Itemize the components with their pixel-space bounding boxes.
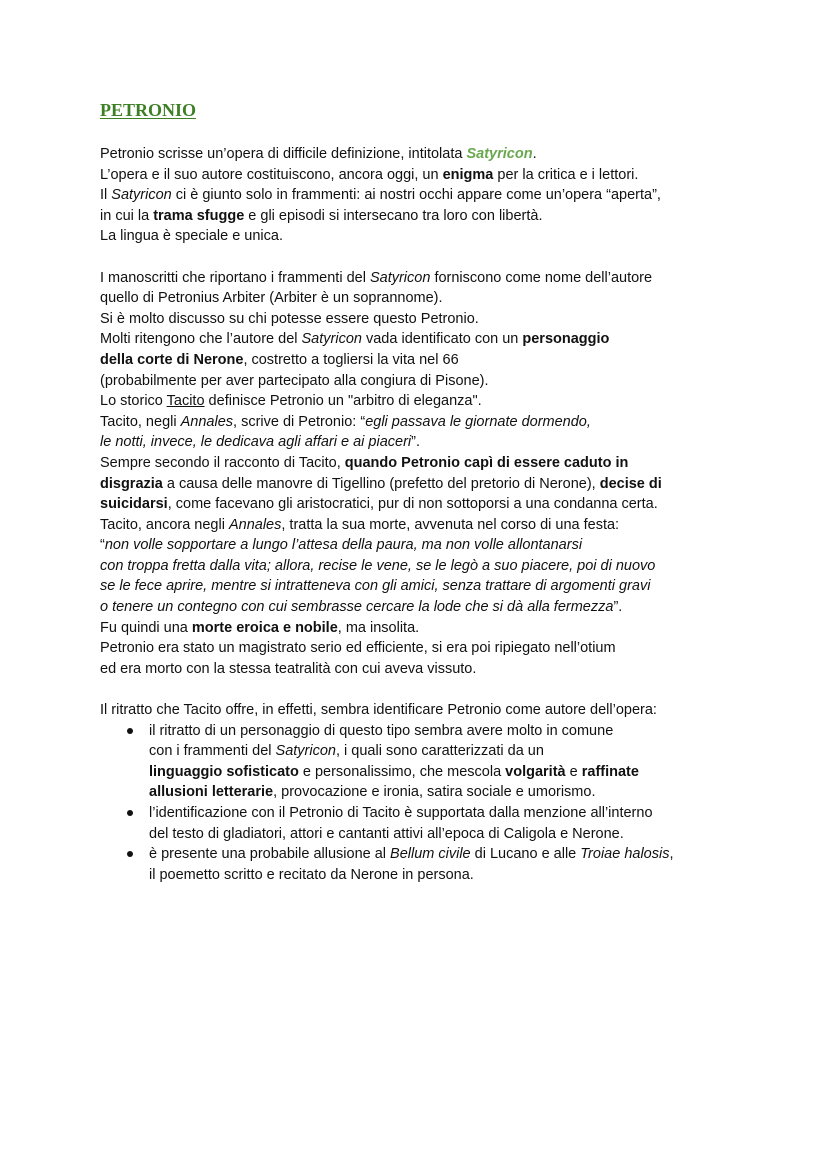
text-line bbox=[149, 782, 740, 803]
text-span: Il bbox=[100, 187, 112, 204]
bold-text: disgrazia bbox=[100, 475, 163, 492]
text-span: , provocazione e ironia, satira sociale e umorismo. bbox=[273, 784, 596, 801]
text-span: , bbox=[669, 846, 674, 863]
text-span: I manoscritti che riportano i frammenti del bbox=[100, 269, 370, 286]
text-line: del testo di gladiatori, attori e cantanti attivi all’epoca di Caligola e Nerone. bbox=[149, 825, 624, 842]
italic-text: Bellum civile bbox=[390, 846, 471, 863]
text-span: in cui la bbox=[100, 207, 154, 224]
text-span: e personalissimo, che mescola bbox=[298, 763, 506, 780]
quote-text: se le fece aprire, mentre si intratteneva con gli amici, senza trattare di argomenti gravi bbox=[100, 578, 651, 595]
text-span: Lo storico bbox=[100, 393, 167, 410]
text-line bbox=[100, 268, 740, 289]
quote-text: le notti, invece, le dedicava agli affari e ai piaceri bbox=[100, 434, 412, 451]
bold-text: della corte di Nerone bbox=[100, 351, 244, 368]
text-span: Molti ritengono che l’autore del bbox=[100, 331, 302, 348]
quote-text: non volle sopportare a lungo l’attesa della paura, ma non volle allontanarsi bbox=[104, 537, 583, 554]
bold-text: volgarità bbox=[505, 763, 566, 780]
text-span: Tacito, negli bbox=[100, 413, 181, 430]
bold-text: trama sfugge bbox=[153, 207, 245, 224]
text-span: Fu quindi una bbox=[100, 619, 192, 636]
bold-text: allusioni letterarie bbox=[149, 784, 274, 801]
text-line bbox=[100, 165, 740, 186]
text-span: Sempre secondo il racconto di Tacito, bbox=[100, 454, 345, 471]
text-line bbox=[100, 597, 740, 618]
text-span: ”. bbox=[411, 434, 420, 451]
text-line: Si è molto discusso su chi potesse essere questo Petronio. bbox=[100, 310, 479, 327]
document-body bbox=[100, 144, 740, 885]
text-span: “ bbox=[100, 537, 105, 554]
text-span: Tacito, ancora negli bbox=[100, 516, 229, 533]
text-span: , tratta la sua morte, avvenuta nel corso di una festa: bbox=[281, 516, 620, 533]
text-span: e bbox=[565, 763, 582, 780]
text-line bbox=[100, 556, 740, 577]
text-line: l’identificazione con il Petronio di Tacito è supportata dalla menzione all’interno bbox=[149, 805, 653, 821]
bold-text: personaggio bbox=[522, 331, 610, 348]
text-span: , ma insolita. bbox=[337, 619, 420, 636]
text-span: per la critica e i lettori. bbox=[493, 166, 639, 183]
text-line bbox=[149, 844, 740, 865]
text-line bbox=[100, 535, 740, 556]
text-line bbox=[100, 391, 740, 412]
text-span: a causa delle manovre di Tigellino (prefetto del pretorio di Nerone), bbox=[162, 475, 600, 492]
text-line: quello di Petronius Arbiter (Arbiter è un soprannome). bbox=[100, 290, 443, 307]
text-line bbox=[100, 206, 740, 227]
italic-text: Satyricon bbox=[111, 187, 172, 204]
text-span: e gli episodi si intersecano tra loro con libertà. bbox=[244, 207, 543, 224]
text-span: vada identificato con un bbox=[361, 331, 523, 348]
text-line bbox=[100, 474, 740, 495]
text-span: con i frammenti del bbox=[149, 743, 276, 760]
page-title: PETRONIO bbox=[100, 100, 197, 120]
text-line bbox=[149, 741, 740, 762]
bullet-list bbox=[100, 721, 740, 886]
italic-text: Annales bbox=[180, 413, 234, 430]
text-line: (probabilmente per aver partecipato alla congiura di Pisone). bbox=[100, 372, 489, 389]
text-span: forniscono come nome dell’autore bbox=[430, 269, 653, 286]
text-span: , costretto a togliersi la vita nel 66 bbox=[243, 351, 459, 368]
paragraph-intro bbox=[100, 144, 740, 247]
text-line: il ritratto di un personaggio di questo tipo sembra avere molto in comune bbox=[149, 722, 614, 739]
text-line bbox=[100, 432, 740, 453]
quote-text: o tenere un contegno con cui sembrasse cercare la lode che si dà alla fermezza bbox=[100, 599, 614, 616]
bold-text: morte eroica e nobile bbox=[191, 619, 338, 636]
text-span: è presente una probabile allusione al bbox=[149, 846, 391, 863]
text-line bbox=[100, 185, 740, 206]
italic-text: Satyricon bbox=[275, 743, 336, 760]
text-span: di Lucano e alle bbox=[470, 846, 581, 863]
text-span: Petronio scrisse un’opera di difficile definizione, intitolata bbox=[100, 146, 467, 162]
text-line bbox=[100, 453, 740, 474]
bold-text: raffinate bbox=[581, 763, 639, 780]
text-span: , i quali sono caratterizzati da un bbox=[335, 743, 544, 760]
quote-text: con troppa fretta dalla vita; allora, recise le vene, se le legò a suo piacere, poi di nuovo bbox=[100, 557, 656, 574]
text-line: Petronio era stato un magistrato serio ed efficiente, si era poi ripiegato nell’otium bbox=[100, 640, 616, 657]
paragraph-gap bbox=[100, 247, 740, 268]
text-line bbox=[100, 412, 740, 433]
text-span: ”. bbox=[613, 599, 623, 616]
bold-text: decise di bbox=[599, 475, 662, 492]
text-span: definisce Petronio un "arbitro di eleganza". bbox=[204, 393, 482, 410]
text-span: ci è giunto solo in frammenti: ai nostri occhi appare come un’opera “aperta”, bbox=[171, 187, 661, 204]
text-line bbox=[100, 494, 740, 515]
text-line bbox=[100, 329, 740, 350]
text-line bbox=[100, 576, 740, 597]
bold-text: quando Petronio capì di essere caduto in bbox=[344, 454, 629, 471]
quote-text: egli passava le giornate dormendo, bbox=[365, 413, 591, 430]
bold-text: suicidarsi bbox=[100, 496, 168, 513]
bold-text: linguaggio sofisticato bbox=[149, 763, 299, 780]
text-line: La lingua è speciale e unica. bbox=[100, 228, 283, 245]
text-line: ed era morto con la stessa teatralità con cui aveva vissuto. bbox=[100, 660, 477, 677]
bold-text: enigma bbox=[442, 166, 494, 183]
text-span: L’opera e il suo autore costituiscono, ancora oggi, un bbox=[100, 166, 443, 183]
bullet-item bbox=[100, 803, 740, 844]
underlined-text: Tacito bbox=[166, 393, 205, 410]
text-line bbox=[149, 762, 740, 783]
italic-text: Troiae halosis bbox=[580, 846, 670, 863]
bullet-item bbox=[100, 844, 740, 885]
italic-text: Annales bbox=[228, 516, 282, 533]
paragraph-authorship bbox=[100, 268, 740, 680]
text-line bbox=[100, 144, 740, 165]
satyricon-highlight: Satyricon bbox=[466, 146, 533, 162]
italic-text: Satyricon bbox=[369, 269, 431, 286]
paragraph-gap bbox=[100, 679, 740, 700]
text-span: , come facevano gli aristocratici, pur di non sottoporsi a una condanna certa. bbox=[167, 496, 658, 513]
text-line bbox=[100, 350, 740, 371]
paragraph-portrait bbox=[100, 700, 740, 885]
italic-text: Satyricon bbox=[301, 331, 362, 348]
text-line bbox=[100, 618, 740, 639]
text-span: . bbox=[532, 146, 537, 162]
text-span: , scrive di Petronio: “ bbox=[233, 413, 366, 430]
bullet-item bbox=[100, 721, 740, 803]
text-line: il poemetto scritto e recitato da Nerone in persona. bbox=[149, 866, 474, 883]
text-line: Il ritratto che Tacito offre, in effetti, sembra identificare Petronio come autore dell’opera: bbox=[100, 702, 657, 719]
text-line bbox=[100, 515, 740, 536]
